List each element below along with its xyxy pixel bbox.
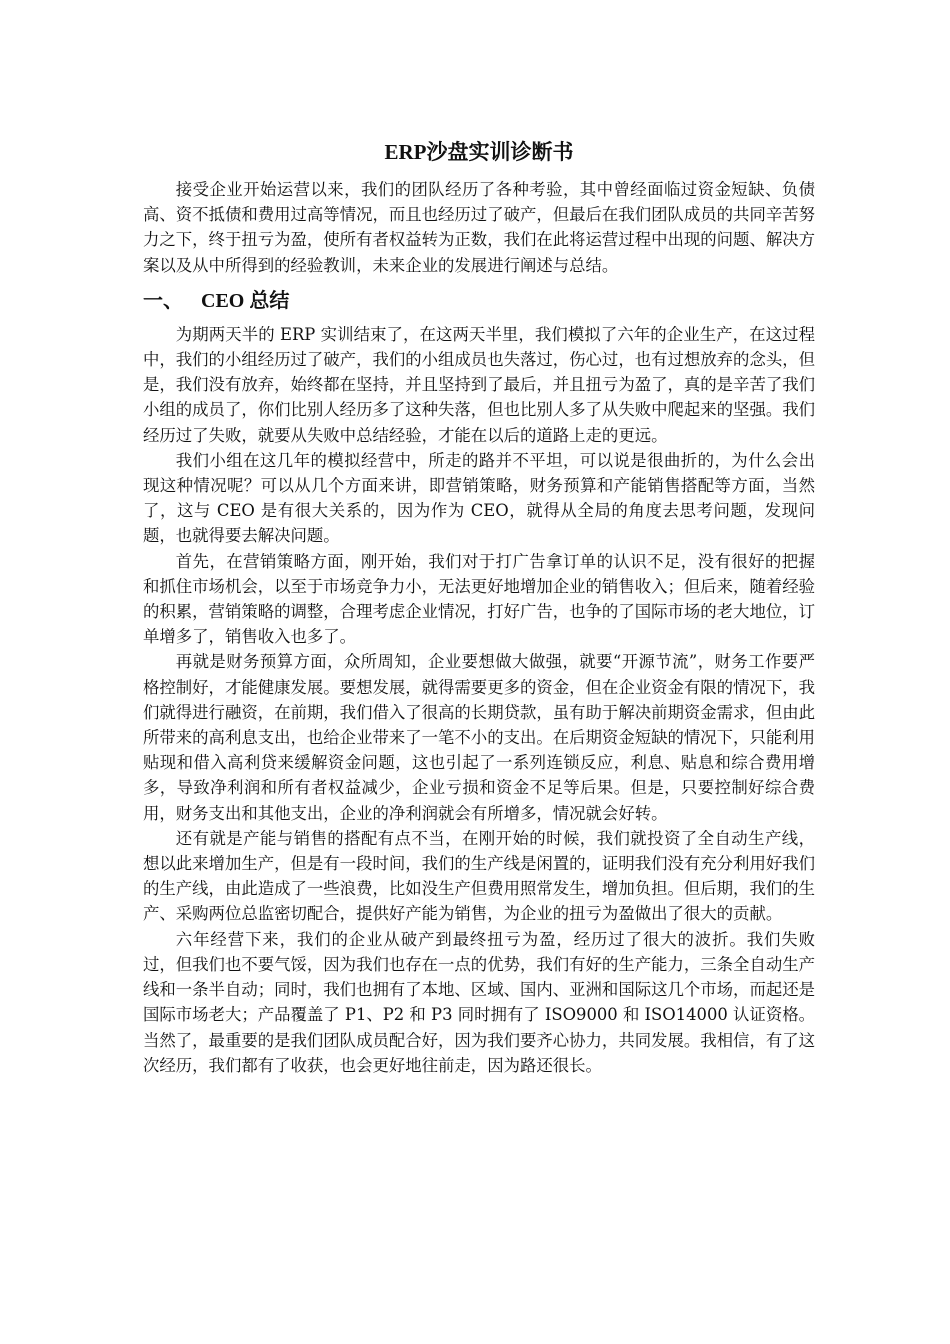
- document-title: ERP沙盘实训诊断书: [384, 140, 574, 164]
- section-number: 一、: [143, 289, 183, 312]
- intro-paragraph: 接受企业开始运营以来，我们的团队经历了各种考验，其中曾经面临过资金短缺、负债高、资不抵债和费用过高等情况，而且也经历过了破产，但最后在我们团队成员的共同辛苦努力之下，终于扭亏为盈，使所有者权益转为正数，我们在此将运营过程中出现的问题、解决方案以及从中所得到的经验教训，未来企业的发展进行阐述与总结。: [143, 180, 816, 275]
- body-paragraph: 为期两天半的 ERP 实训结束了，在这两天半里，我们模拟了六年的企业生产，在这过程中，我们的小组经历过了破产，我们的小组成员也失落过，伤心过，也有过想放弃的念头，但是，我们没有放弃，始终都在坚持，并且坚持到了最后，并且扭亏为盈了，真的是辛苦了我们小组的成员了，你们比别人经历多了这种失落，但也比别人多了从失败中爬起来的坚强。我们经历过了失败，就要从失败中总结经验，才能在以后的道路上走的更远。: [143, 324, 816, 445]
- body-paragraph: 还有就是产能与销售的搭配有点不当，在刚开始的时候，我们就投资了全自动生产线，想以此来增加生产，但是有一段时间，我们的生产线是闲置的，证明我们没有充分利用好我们的生产线，由此造成了一些浪费，比如没生产但费用照常发生，增加负担。但后期，我们的生产、采购两位总监密切配合，提供好产能为销售，为企业的扭亏为盈做出了很大的贡献。: [143, 828, 816, 924]
- document-body: [143, 137, 815, 1078]
- body-paragraph: 我们小组在这几年的模拟经营中，所走的路并不平坦，可以说是很曲折的，为什么会出现这种情况呢？可以从几个方面来讲，即营销策略，财务预算和产能销售搭配等方面，当然了，这与 CEO 是有很大关系的，因为作为 CEO，就得从全局的角度去思考问题，发现问题，也就得要去解决问题。: [143, 450, 815, 546]
- body-paragraph: 再就是财务预算方面，众所周知，企业要想做大做强，就要“开源节流”，财务工作要严格控制好，才能健康发展。要想发展，就得需要更多的资金，但在企业资金有限的情况下，我们就得进行融资，在前期，我们借入了很高的长期贷款，虽有助于解决前期资金需求，但由此所带来的高利息支出，也给企业带来了一笔不小的支出。在后期资金短缺的情况下，只能利用贴现和借入高利贷来缓解资金问题，这也引起了一系列连锁反应，利息、贴息和综合费用增多，导致净利润和所有者权益减少，企业亏损和资金不足等后果。但是，只要控制好综合费用，财务支出和其他支出，企业的净利润就会有所增多，情况就会好转。: [143, 652, 816, 823]
- body-paragraph: 六年经营下来，我们的企业从破产到最终扭亏为盈，经历过了很大的波折。我们失败过，但我们也不要气馁，因为我们也存在一点的优势，我们有好的生产能力，三条全自动生产线和一条半自动；同时，我们也拥有了本地、区域、国内、亚洲和国际这几个市场，而起还是国际市场老大；产品覆盖了 P1、P2 和 P3 同时拥有了 ISO9000 和 ISO14000 认证资格。当然了，最重要的是我们团队成员配合好，因为我们要齐心协力，共同发展。我相信，有了这次经历，我们都有了收获，也会更好地往前走，因为路还很长。: [143, 929, 816, 1075]
- body-paragraph: 首先，在营销策略方面，刚开始，我们对于打广告拿订单的认识不足，没有很好的把握和抓住市场机会，以至于市场竞争力小，无法更好地增加企业的销售收入；但后来，随着经验的积累，营销策略的调整，合理考虑企业情况，打好广告，也争的了国际市场的老大地位，订单增多了，销售收入也多了。: [143, 551, 816, 647]
- section-title: CEO 总结: [201, 289, 290, 312]
- section-heading-ceo: [143, 286, 815, 316]
